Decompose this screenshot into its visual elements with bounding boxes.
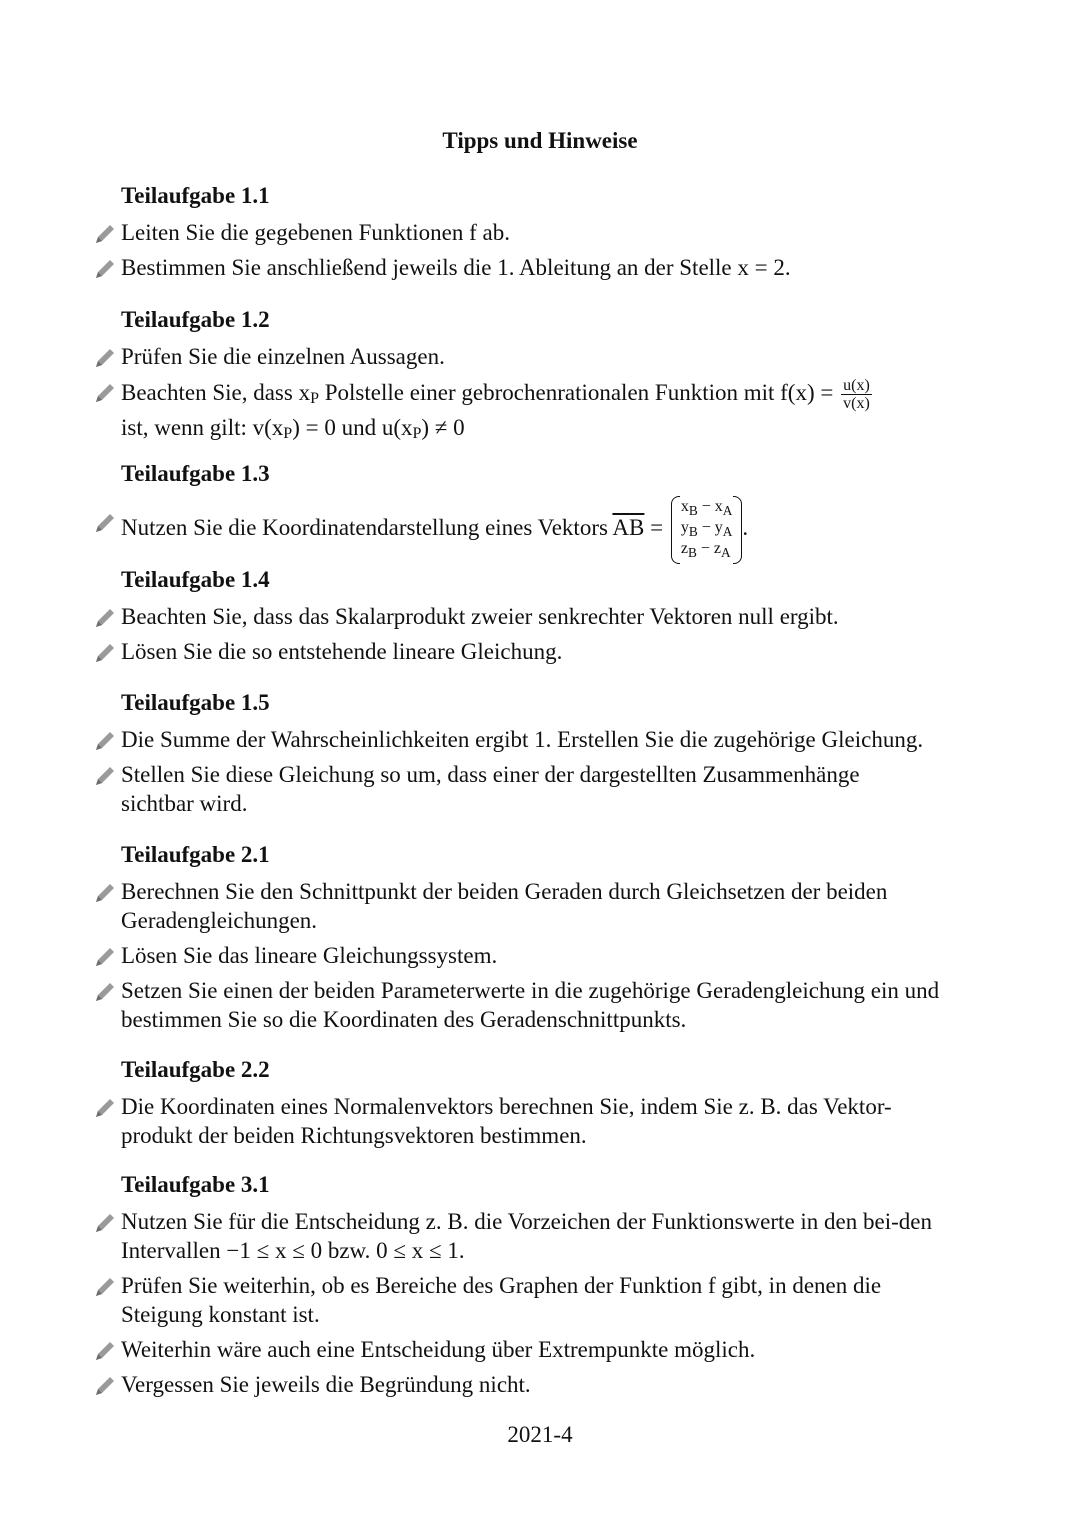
pencil-icon <box>93 1212 115 1234</box>
hint-item <box>121 1335 961 1364</box>
hint-item <box>121 976 951 1034</box>
hint-item <box>121 218 961 247</box>
pencil-icon <box>93 981 115 1003</box>
hint-text: Lösen Sie die so entstehende lineare Gleichung. <box>121 639 563 664</box>
section-2-2 <box>0 1056 1080 1150</box>
section-heading: Teilaufgabe 3.1 <box>121 1172 270 1197</box>
hint-text: Stellen Sie diese Gleichung so um, dass einer der dargestellten Zusammenhänge sichtbar wird. <box>121 762 860 816</box>
hint-item <box>121 1092 946 1150</box>
hint-text: Nutzen Sie für die Entscheidung z. B. die Vorzeichen der Funktionswerte in den bei-den Intervallen −1 ≤ x ≤ 0 bzw. 0 ≤ x ≤ 1. <box>121 1209 932 1263</box>
section-heading: Teilaufgabe 1.5 <box>121 690 270 715</box>
pencil-icon <box>93 1276 115 1298</box>
hint-text: ) ≠ 0 <box>421 414 465 440</box>
pencil-icon <box>93 765 115 787</box>
subscript: P <box>283 424 293 442</box>
hint-item <box>121 760 921 818</box>
pencil-icon <box>93 946 115 968</box>
hint-item <box>121 725 961 754</box>
section-heading: Teilaufgabe 2.1 <box>121 842 270 867</box>
pencil-icon <box>93 730 115 752</box>
fraction-denominator: v(x) <box>843 395 870 412</box>
fraction <box>841 377 872 412</box>
hint-text: ) = 0 und u(x <box>292 414 413 440</box>
pencil-icon <box>93 1097 115 1119</box>
hint-item <box>121 602 961 631</box>
column-vector <box>671 496 743 564</box>
section-heading: Teilaufgabe 1.2 <box>121 307 270 332</box>
pencil-icon <box>93 223 115 245</box>
hint-text: Beachten Sie, dass das Skalarprodukt zweier senkrechter Vektoren null ergibt. <box>121 604 839 629</box>
pencil-icon <box>93 347 115 369</box>
hint-item <box>121 637 961 666</box>
hint-item <box>121 377 941 448</box>
hint-item <box>121 496 961 564</box>
hint-text: = <box>644 515 669 541</box>
hint-text: Weiterhin wäre auch eine Entscheidung über Extrempunkte möglich. <box>121 1337 756 1362</box>
pencil-icon <box>93 382 115 404</box>
hint-item <box>121 1207 951 1265</box>
pencil-icon <box>93 642 115 664</box>
section-1-3 <box>0 460 1080 564</box>
pencil-icon <box>93 1340 115 1362</box>
pencil-icon <box>93 882 115 904</box>
hint-text: Beachten Sie, dass x <box>121 379 311 405</box>
hint-item <box>121 1370 961 1399</box>
section-3-1 <box>0 1171 1080 1399</box>
page-number: 2021-4 <box>507 1422 573 1447</box>
hint-text: Bestimmen Sie anschließend jeweils die 1. Ableitung an der Stelle x = 2. <box>121 255 791 280</box>
hint-text: Leiten Sie die gegebenen Funktionen f ab. <box>121 220 510 245</box>
hint-text: Prüfen Sie weiterhin, ob es Bereiche des Graphen der Funktion f gibt, in denen die Steigung konstant ist. <box>121 1273 882 1327</box>
hint-item <box>121 877 946 935</box>
section-1-1 <box>0 182 1080 282</box>
subscript: P <box>310 389 319 407</box>
hint-text: . <box>742 515 749 541</box>
vector-label: $\overline{AB}$ <box>612 515 645 541</box>
pencil-icon <box>93 258 115 280</box>
fraction-numerator: u(x) <box>843 377 870 394</box>
hint-text: ist, wenn gilt: v(x <box>121 414 284 440</box>
hint-text: Vergessen Sie jeweils die Begründung nicht. <box>121 1372 531 1397</box>
section-1-5 <box>0 689 1080 818</box>
hint-text: Die Koordinaten eines Normalenvektors berechnen Sie, indem Sie z. B. das Vektor-produkt der beiden Richtungsvektoren bestimmen. <box>121 1094 892 1148</box>
vector-row: $z_B - z_A$ <box>680 540 731 561</box>
hint-text: Polstelle einer gebrochenrationalen Funktion mit f(x) = <box>318 379 840 405</box>
section-heading: Teilaufgabe 2.2 <box>121 1057 270 1082</box>
page-title: Tipps und Hinweise <box>442 128 638 153</box>
hint-item <box>121 253 961 282</box>
pencil-icon <box>93 607 115 629</box>
pencil-icon <box>93 1375 115 1397</box>
hint-text: Setzen Sie einen der beiden Parameterwerte in die zugehörige Geradengleichung ein und bestimmen Sie so die Koordinaten des Geradenschnittpunkts. <box>121 978 940 1032</box>
vector-row: $y_B - y_A$ <box>680 519 733 540</box>
section-1-2 <box>0 306 1080 448</box>
vector-row: $x_B - x_A$ <box>680 498 733 519</box>
section-2-1 <box>0 841 1080 1034</box>
section-heading: Teilaufgabe 1.1 <box>121 183 270 208</box>
hint-item <box>121 941 961 970</box>
hint-text: Die Summe der Wahrscheinlichkeiten ergibt 1. Erstellen Sie die zugehörige Gleichung. <box>121 727 924 752</box>
section-heading: Teilaufgabe 1.4 <box>121 567 270 592</box>
pencil-icon <box>93 512 115 534</box>
section-1-4 <box>0 566 1080 666</box>
hint-text: Berechnen Sie den Schnittpunkt der beiden Geraden durch Gleichsetzen der beiden Geradengleichungen. <box>121 879 888 933</box>
hint-item <box>121 1271 941 1329</box>
section-heading: Teilaufgabe 1.3 <box>121 461 270 486</box>
hint-item <box>121 342 961 371</box>
hint-text: Lösen Sie das lineare Gleichungssystem. <box>121 943 498 968</box>
subscript: P <box>412 424 422 442</box>
hint-text: Nutzen Sie die Koordinatendarstellung eines Vektors <box>121 515 613 541</box>
hint-text: Prüfen Sie die einzelnen Aussagen. <box>121 344 445 369</box>
